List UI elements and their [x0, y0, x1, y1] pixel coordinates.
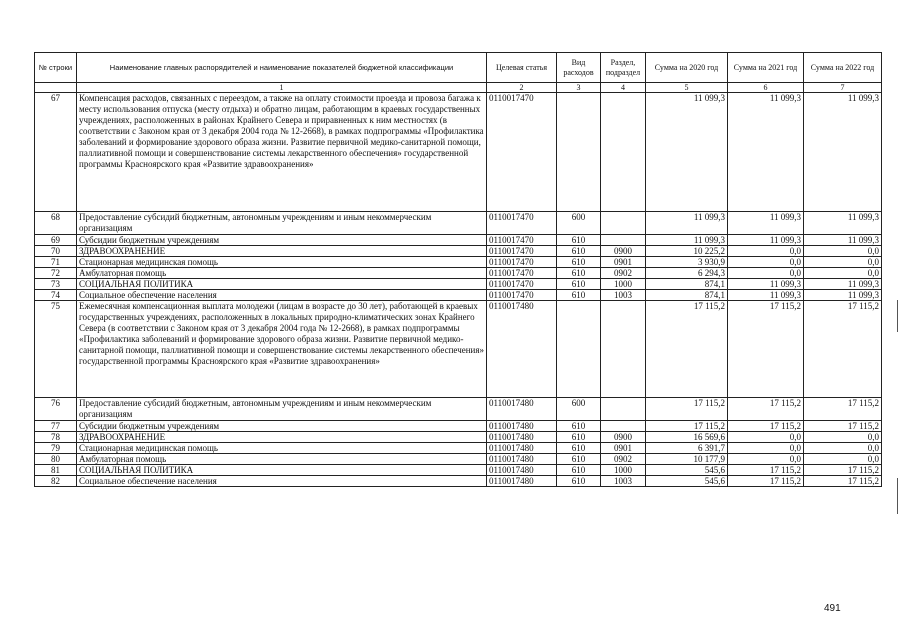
row-name-cell: Ежемесячная компенсационная выплата молодежи (лицам в возрасте до 30 лет), работающей в краевых государственных учреждениях, расположенных в локальных природно-климатических зонах Крайнего Севера (в соответствии с Законом края от 3 декабря 2004 года № 12-2668), в рамках подпрограммы «Профилактика заболеваний и формирование здорового образа жизни. Развитие первичной медико-санитарной помощи, паллиативной помощи и совершенствование системы лекарственного обеспечения» государственной программы Красноярского края «Развитие здравоохранения»: [77, 301, 487, 398]
column-number: [35, 83, 77, 93]
target-article-cell: 0110017470: [487, 290, 557, 301]
row-number-cell: 79: [35, 443, 77, 454]
section-cell: 1003: [601, 476, 646, 487]
sum-2022-cell: 0,0: [804, 246, 882, 257]
row-number-cell: 71: [35, 257, 77, 268]
sum-2022-cell: 0,0: [804, 257, 882, 268]
sum-2021-cell: 0,0: [728, 454, 804, 465]
row-number-cell: 74: [35, 290, 77, 301]
sum-2022-cell: 0,0: [804, 432, 882, 443]
column-number: 7: [804, 83, 882, 93]
sum-2020-cell: 6 294,3: [646, 268, 728, 279]
sum-2022-cell: 17 115,2: [804, 398, 882, 421]
section-cell: [601, 212, 646, 235]
table-row: [35, 421, 882, 432]
target-article-cell: 0110017470: [487, 279, 557, 290]
target-article-cell: 0110017480: [487, 454, 557, 465]
table-row: [35, 301, 882, 398]
expense-kind-cell: 610: [557, 476, 601, 487]
row-name-cell: Социальное обеспечение населения: [77, 476, 487, 487]
section-cell: 1000: [601, 279, 646, 290]
column-number: 3: [557, 83, 601, 93]
row-number-cell: 67: [35, 93, 77, 212]
sum-2022-cell: 17 115,2: [804, 421, 882, 432]
row-name-cell: Социальное обеспечение населения: [77, 290, 487, 301]
header-sum-2020: Сумма на 2020 год: [646, 53, 728, 83]
header-section: Раздел, подраздел: [601, 53, 646, 83]
sum-2020-cell: 11 099,3: [646, 212, 728, 235]
section-cell: 0901: [601, 257, 646, 268]
sum-2021-cell: 17 115,2: [728, 421, 804, 432]
header-sum-2021: Сумма на 2021 год: [728, 53, 804, 83]
column-number: 5: [646, 83, 728, 93]
header-row-number: № строки: [35, 53, 77, 83]
table-row: [35, 443, 882, 454]
expense-kind-cell: 610: [557, 279, 601, 290]
target-article-cell: 0110017480: [487, 443, 557, 454]
sum-2021-cell: 17 115,2: [728, 465, 804, 476]
table-row: [35, 454, 882, 465]
sum-2021-cell: 17 115,2: [728, 476, 804, 487]
sum-2021-cell: 0,0: [728, 443, 804, 454]
header-name: Наименование главных распорядителей и наименование показателей бюджетной классификации: [77, 53, 487, 83]
expense-kind-cell: [557, 301, 601, 398]
column-number: 6: [728, 83, 804, 93]
expense-kind-cell: 610: [557, 454, 601, 465]
target-article-cell: 0110017470: [487, 235, 557, 246]
sum-2022-cell: 11 099,3: [804, 290, 882, 301]
row-number-cell: 68: [35, 212, 77, 235]
table-row: [35, 290, 882, 301]
target-article-cell: 0110017470: [487, 212, 557, 235]
sum-2021-cell: 17 115,2: [728, 398, 804, 421]
row-number-cell: 72: [35, 268, 77, 279]
sum-2021-cell: 17 115,2: [728, 301, 804, 398]
sum-2020-cell: 11 099,3: [646, 235, 728, 246]
table-row: [35, 257, 882, 268]
section-cell: [601, 398, 646, 421]
table-body: [35, 93, 882, 487]
expense-kind-cell: 600: [557, 212, 601, 235]
target-article-cell: 0110017470: [487, 257, 557, 268]
row-name-cell: Амбулаторная помощь: [77, 454, 487, 465]
sum-2022-cell: 11 099,3: [804, 279, 882, 290]
target-article-cell: 0110017480: [487, 476, 557, 487]
sum-2022-cell: 0,0: [804, 268, 882, 279]
header-row: [35, 53, 882, 83]
expense-kind-cell: 610: [557, 421, 601, 432]
sum-2020-cell: 545,6: [646, 465, 728, 476]
sum-2020-cell: 10 177,9: [646, 454, 728, 465]
row-number-cell: 80: [35, 454, 77, 465]
sum-2020-cell: 10 225,2: [646, 246, 728, 257]
row-number-cell: 69: [35, 235, 77, 246]
sum-2020-cell: 874,1: [646, 290, 728, 301]
row-number-cell: 77: [35, 421, 77, 432]
sum-2022-cell: 17 115,2: [804, 465, 882, 476]
expense-kind-cell: 610: [557, 246, 601, 257]
sum-2021-cell: 11 099,3: [728, 279, 804, 290]
margin-mark: [897, 300, 898, 332]
sum-2022-cell: 0,0: [804, 454, 882, 465]
sum-2022-cell: 0,0: [804, 443, 882, 454]
row-name-cell: ЗДРАВООХРАНЕНИЕ: [77, 246, 487, 257]
sum-2020-cell: 874,1: [646, 279, 728, 290]
sum-2020-cell: 17 115,2: [646, 301, 728, 398]
sum-2021-cell: 0,0: [728, 432, 804, 443]
sum-2022-cell: 11 099,3: [804, 212, 882, 235]
table-row: [35, 212, 882, 235]
row-number-cell: 81: [35, 465, 77, 476]
row-name-cell: ЗДРАВООХРАНЕНИЕ: [77, 432, 487, 443]
row-number-cell: 76: [35, 398, 77, 421]
target-article-cell: 0110017470: [487, 93, 557, 212]
section-cell: 1003: [601, 290, 646, 301]
row-name-cell: Субсидии бюджетным учреждениям: [77, 235, 487, 246]
row-number-cell: 73: [35, 279, 77, 290]
sum-2021-cell: 11 099,3: [728, 212, 804, 235]
expense-kind-cell: 600: [557, 398, 601, 421]
row-name-cell: СОЦИАЛЬНАЯ ПОЛИТИКА: [77, 465, 487, 476]
sum-2020-cell: 6 391,7: [646, 443, 728, 454]
sum-2020-cell: 11 099,3: [646, 93, 728, 212]
column-number: 1: [77, 83, 487, 93]
target-article-cell: 0110017480: [487, 301, 557, 398]
section-cell: 0902: [601, 454, 646, 465]
sum-2021-cell: 0,0: [728, 246, 804, 257]
row-number-cell: 70: [35, 246, 77, 257]
table-row: [35, 93, 882, 212]
sum-2020-cell: 17 115,2: [646, 398, 728, 421]
sum-2021-cell: 0,0: [728, 268, 804, 279]
section-cell: 0900: [601, 432, 646, 443]
sum-2021-cell: 11 099,3: [728, 93, 804, 212]
row-number-cell: 82: [35, 476, 77, 487]
sum-2020-cell: 16 569,6: [646, 432, 728, 443]
expense-kind-cell: 610: [557, 268, 601, 279]
header-sum-2022: Сумма на 2022 год: [804, 53, 882, 83]
sum-2022-cell: 11 099,3: [804, 93, 882, 212]
table-row: [35, 465, 882, 476]
expense-kind-cell: 610: [557, 465, 601, 476]
sum-2021-cell: 11 099,3: [728, 290, 804, 301]
row-name-cell: Компенсация расходов, связанных с переездом, а также на оплату стоимости проезда и провоза багажа к месту использования отпуска (месту отдыха) и обратно лицам, работающим в краевых государственных учреждениях, расположенных в районах Крайнего Севера и приравненных к ним местностях (в соответствии с Законом края от 3 декабря 2004 года № 12-2668), в рамках подпрограммы «Профилактика заболеваний и формирование здорового образа жизни. Развитие первичной медико-санитарной помощи, паллиативной помощи и совершенствование системы лекарственного обеспечения» государственной программы Красноярского края «Развитие здравоохранения»: [77, 93, 487, 212]
target-article-cell: 0110017480: [487, 398, 557, 421]
sum-2020-cell: 3 930,9: [646, 257, 728, 268]
page-number: 491: [824, 603, 841, 614]
sum-2022-cell: 11 099,3: [804, 235, 882, 246]
expense-kind-cell: 610: [557, 432, 601, 443]
row-number-cell: 78: [35, 432, 77, 443]
row-name-cell: Стационарная медицинская помощь: [77, 257, 487, 268]
expense-kind-cell: 610: [557, 235, 601, 246]
section-cell: [601, 93, 646, 212]
margin-mark: [897, 478, 898, 514]
sum-2020-cell: 17 115,2: [646, 421, 728, 432]
target-article-cell: 0110017480: [487, 465, 557, 476]
row-name-cell: Субсидии бюджетным учреждениям: [77, 421, 487, 432]
table-row: [35, 398, 882, 421]
header-expense-kind: Вид расходов: [557, 53, 601, 83]
target-article-cell: 0110017470: [487, 268, 557, 279]
sum-2021-cell: 0,0: [728, 257, 804, 268]
budget-table: [34, 52, 882, 487]
column-number: 2: [487, 83, 557, 93]
sum-2021-cell: 11 099,3: [728, 235, 804, 246]
section-cell: [601, 301, 646, 398]
table-row: [35, 476, 882, 487]
expense-kind-cell: 610: [557, 443, 601, 454]
section-cell: [601, 421, 646, 432]
table-row: [35, 235, 882, 246]
table-row: [35, 268, 882, 279]
row-name-cell: Предоставление субсидий бюджетным, автономным учреждениям и иным некоммерческим организациям: [77, 398, 487, 421]
target-article-cell: 0110017470: [487, 246, 557, 257]
expense-kind-cell: 610: [557, 257, 601, 268]
target-article-cell: 0110017480: [487, 421, 557, 432]
row-name-cell: Стационарная медицинская помощь: [77, 443, 487, 454]
target-article-cell: 0110017480: [487, 432, 557, 443]
section-cell: 0902: [601, 268, 646, 279]
row-number-cell: 75: [35, 301, 77, 398]
section-cell: 0901: [601, 443, 646, 454]
row-name-cell: Предоставление субсидий бюджетным, автономным учреждениям и иным некоммерческим организациям: [77, 212, 487, 235]
sum-2022-cell: 17 115,2: [804, 476, 882, 487]
table-row: [35, 279, 882, 290]
section-cell: 1000: [601, 465, 646, 476]
expense-kind-cell: 610: [557, 290, 601, 301]
expense-kind-cell: [557, 93, 601, 212]
column-number-row: [35, 83, 882, 93]
sum-2022-cell: 17 115,2: [804, 301, 882, 398]
row-name-cell: СОЦИАЛЬНАЯ ПОЛИТИКА: [77, 279, 487, 290]
table-row: [35, 432, 882, 443]
section-cell: [601, 235, 646, 246]
section-cell: 0900: [601, 246, 646, 257]
sum-2020-cell: 545,6: [646, 476, 728, 487]
table-row: [35, 246, 882, 257]
column-number: 4: [601, 83, 646, 93]
row-name-cell: Амбулаторная помощь: [77, 268, 487, 279]
header-target-article: Целевая статья: [487, 53, 557, 83]
